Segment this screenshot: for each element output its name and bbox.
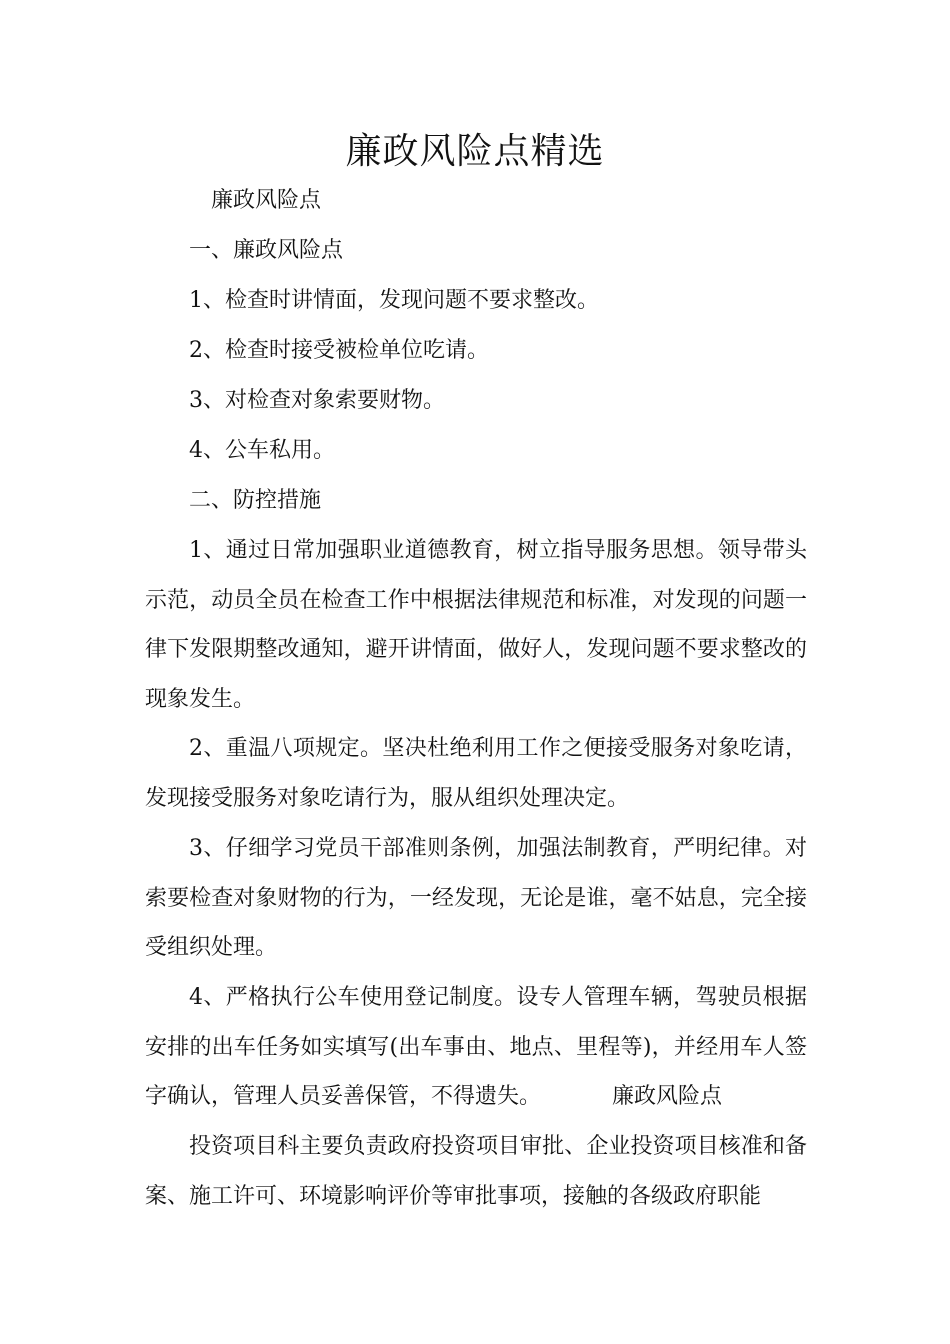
measure-paragraph: 1、通过日常加强职业道德教育，树立指导服务思想。领导带头示范，动员全员在检查工作中根据法律规范和标准，对发现的问题一律下发限期整改通知，避开讲情面，做好人，发现问题不要求整改的现象发生。 bbox=[145, 538, 807, 713]
measure-paragraph: 2、重温八项规定。坚决杜绝利用工作之便接受服务对象吃请，发现接受服务对象吃请行为，服从组织处理决定。 bbox=[145, 736, 807, 811]
inline-section-heading: 廉政风险点 bbox=[612, 1084, 723, 1109]
subtitle: 廉政风险点 bbox=[211, 188, 322, 213]
risk-item: 4、公车私用。 bbox=[189, 438, 335, 463]
page-title: 廉政风险点精选 bbox=[345, 131, 605, 172]
measure-paragraph: 3、仔细学习党员干部准则条例，加强法制教育，严明纪律。对索要检查对象财物的行为，一经发现，无论是谁，毫不姑息，完全接受组织处理。 bbox=[145, 836, 807, 961]
risk-item: 2、检查时接受被检单位吃请。 bbox=[189, 338, 489, 363]
measure-paragraph: 4、严格执行公车使用登记制度。设专人管理车辆，驾驶员根据安排的出车任务如实填写(出车事由、地点、里程等)，并经用车人签字确认，管理人员妥善保管，不得遗失。 bbox=[145, 985, 807, 1110]
section-heading-measures: 二、防控措施 bbox=[189, 488, 322, 513]
project-paragraph: 投资项目科主要负责政府投资项目审批、企业投资项目核准和备案、施工许可、环境影响评价等审批事项，接触的各级政府职能 bbox=[145, 1134, 807, 1209]
section-heading-risks: 一、廉政风险点 bbox=[189, 238, 344, 263]
risk-item: 1、检查时讲情面，发现问题不要求整改。 bbox=[189, 288, 599, 313]
risk-item: 3、对检查对象索要财物。 bbox=[189, 388, 445, 413]
